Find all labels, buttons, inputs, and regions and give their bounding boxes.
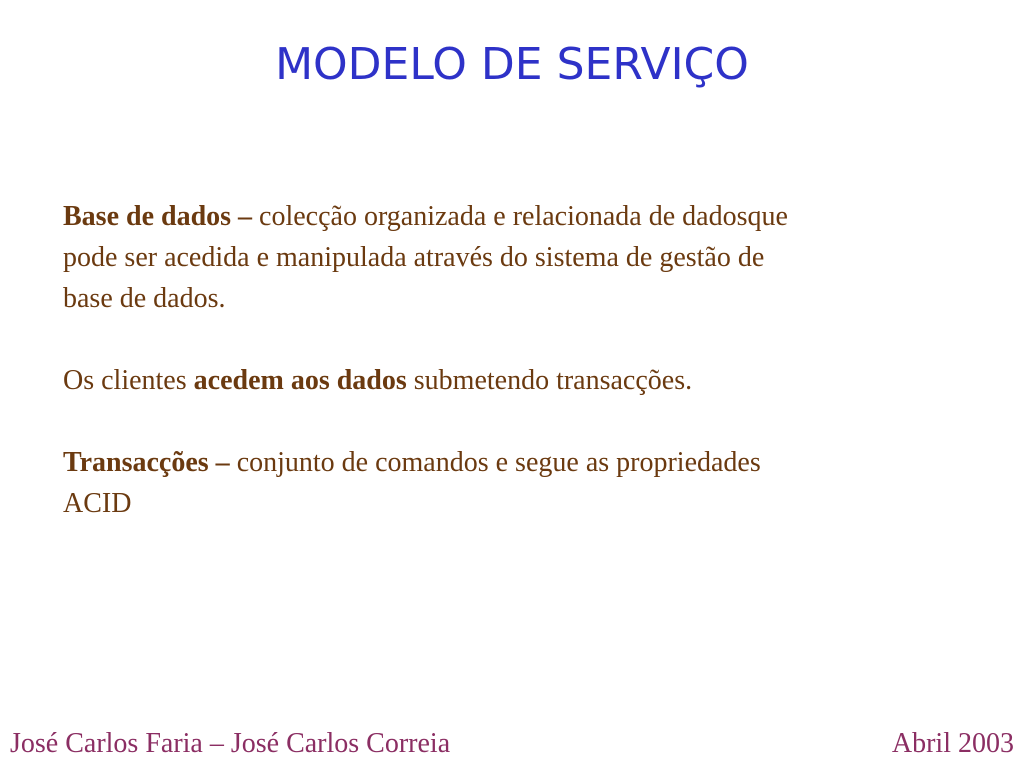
clients-bold-text: acedem aos dados [193, 365, 407, 396]
clients-statement [63, 360, 963, 401]
transaccoes-text-line2: ACID [63, 488, 132, 519]
term-base-de-dados: Base de dados – [63, 201, 253, 232]
transaccoes-text-line1: conjunto de comandos e segue as propriedades [229, 447, 761, 478]
paragraph-spacer [63, 319, 963, 360]
slide-body [63, 196, 963, 524]
slide-title: MODELO DE SERVIÇO [275, 39, 749, 90]
paragraph-spacer [63, 401, 963, 442]
definition-transaccoes [63, 442, 963, 524]
footer-authors: José Carlos Faria – José Carlos Correia [10, 728, 451, 759]
clients-pre-text: Os clientes [63, 365, 194, 396]
definition-text-line3: base de dados. [63, 283, 226, 314]
definition-text-line2: pode ser acedida e manipulada através do sistema de gestão de [63, 242, 765, 273]
definition-text-line1: colecção organizada e relacionada de dadosque [252, 201, 788, 232]
term-transaccoes: Transacções – [63, 447, 230, 478]
clients-post-text: submetendo transacções. [406, 365, 693, 396]
footer-date: Abril 2003 [891, 728, 1014, 759]
definition-base-de-dados [63, 196, 963, 319]
